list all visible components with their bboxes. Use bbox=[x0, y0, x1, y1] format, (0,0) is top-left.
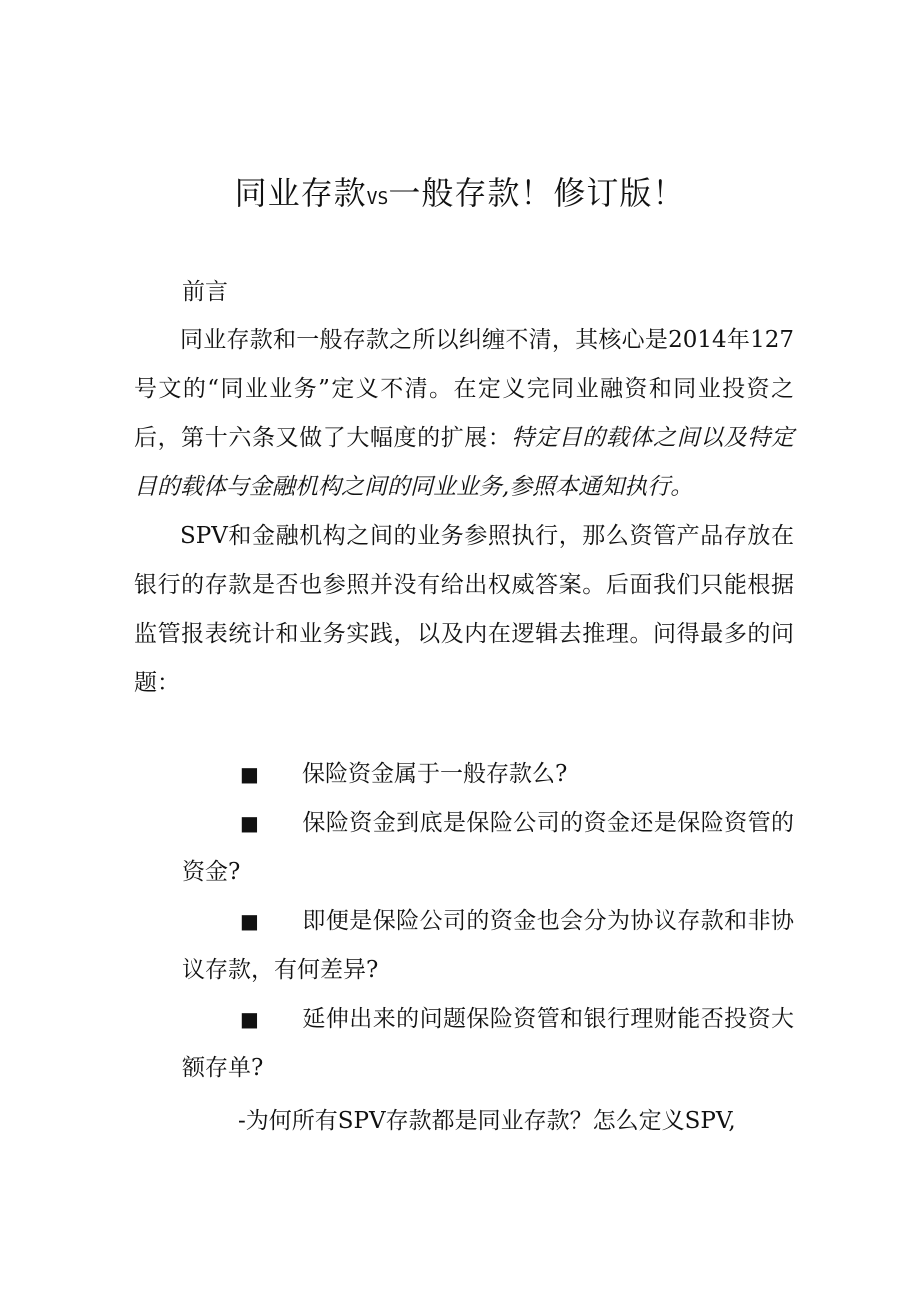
paragraph-intro bbox=[134, 316, 794, 512]
title-part2: 一般存款！修订版！ bbox=[388, 174, 686, 212]
list-item bbox=[182, 750, 794, 799]
square-bullet-icon: ■ bbox=[240, 762, 259, 786]
question-list bbox=[182, 750, 794, 1093]
paragraph-intro-text: 同业存款和一般存款之所以纠缠不清，其核心是2014年127号文的“同业业务”定义不清。在定义完同业融资和同业投资之后，第十六条又做了大幅度的扩展： bbox=[134, 327, 794, 451]
question-text: 保险资金属于一般存款么? bbox=[302, 761, 568, 787]
title-part1: 同业存款 bbox=[234, 174, 367, 212]
paragraph-spv: SPV和金融机构之间的业务参照执行，那么资管产品存放在银行的存款是否也参照并没有给出权威答案。后面我们只能根据监管报表统计和业务实践，以及内在逻辑去推理。问得最多的问题： bbox=[134, 523, 794, 696]
square-bullet-icon: ■ bbox=[240, 1007, 259, 1031]
question-text: 即便是保险公司的资金也会分为协议存款和非协议存款，有何差异? bbox=[182, 908, 794, 983]
section-heading: 前言 bbox=[182, 279, 228, 305]
square-bullet-icon: ■ bbox=[240, 811, 259, 835]
list-item bbox=[182, 995, 794, 1093]
title-vs: VS bbox=[366, 188, 389, 209]
list-item bbox=[182, 897, 794, 995]
trailing-question-line: -为何所有SPV存款都是同业存款？怎么定义SPV, bbox=[238, 1108, 736, 1134]
question-text: 延伸出来的问题保险资管和银行理财能否投资大额存单? bbox=[182, 1006, 794, 1081]
list-item bbox=[182, 799, 794, 897]
square-bullet-icon: ■ bbox=[240, 909, 259, 933]
question-text: 保险资金到底是保险公司的资金还是保险资管的资金? bbox=[182, 810, 794, 885]
document-title bbox=[0, 168, 920, 224]
paragraph-intro-italic-quote: 特定目的载体之间以及特定目的载体与金融机构之间的同业业务,参照本通知执行。 bbox=[134, 425, 795, 500]
